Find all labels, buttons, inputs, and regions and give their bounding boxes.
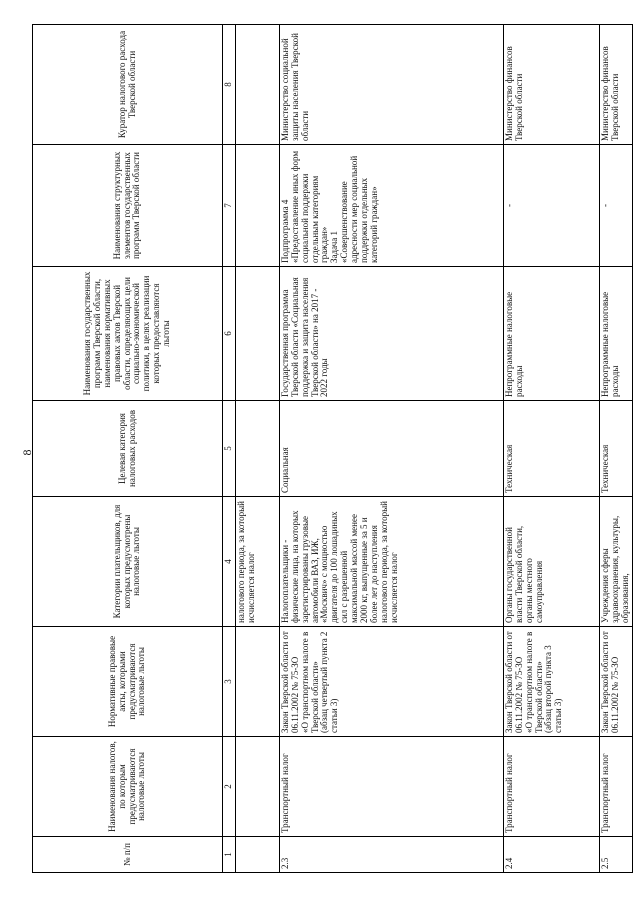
column-number: 5: [223, 401, 236, 497]
curator-cell: Министерство финансов Тверской области: [599, 25, 632, 145]
target-category-cell: Техническая: [599, 401, 632, 497]
payer-category-cell: Налогоплательщики - физические лица, на которых зарегистрированы грузовые автомобили ВАЗ, ИЖ, «Москвич» с мощностью двигателя до 100 лошадиных сил с разрешенной максимальной массой менее 2000 кг, выпущенные за 5 и более лет до наступления налогового периода, за который исчисляется налог: [279, 497, 503, 627]
tax-name-cell: Транспортный налог: [279, 737, 503, 837]
element-line: «Совершенствование адресности мер социальной поддержки отдельных категорий граждан»: [339, 155, 379, 263]
program-cell: Непрограммные налоговые расходы: [503, 267, 599, 401]
table-cell: [235, 401, 279, 497]
legal-acts-cell: [279, 627, 503, 737]
header-cell: Наименования налогов, по которым предусматриваются налоговые льготы: [33, 737, 223, 837]
element-line: «Предоставление иных форм социальной поддержки отдельным категориям граждан»: [289, 150, 330, 263]
legal-acts-cell: [503, 627, 599, 737]
column-number: 4: [223, 497, 236, 627]
page-number: 8: [20, 449, 34, 456]
curator-cell: Министерство социальной защиты населения Тверской области: [279, 25, 503, 145]
target-category-cell: Техническая: [503, 401, 599, 497]
column-number: 6: [223, 267, 236, 401]
header-cell: Нормативные правовые акты, которыми предусматриваются налоговые льготы: [33, 627, 223, 737]
table-row: [279, 25, 503, 873]
column-number: 3: [223, 627, 236, 737]
legal-act-line: «О транспортном налоге в Тверской области»: [523, 631, 544, 733]
program-cell: Непрограммные налоговые расходы: [599, 267, 632, 401]
legal-act-line: «О транспортном налоге в Тверской области»: [299, 631, 320, 733]
header-cell: Наименования государственных программ Тверской области, наименования нормативных правовых актов Тверской области, определяющих цели социально-экономической политики, в целях реализации которых предоставляются льготы: [33, 267, 223, 401]
table-cell: [235, 145, 279, 267]
curator-cell: Министерство финансов Тверской области: [503, 25, 599, 145]
table-cell: [235, 837, 279, 873]
table-cell: [235, 737, 279, 837]
header-cell: № п/п: [33, 837, 223, 873]
header-row: [33, 25, 223, 873]
table-cell: [235, 25, 279, 145]
legal-acts-cell: Закон Тверской области от 06.11.2002 № 75-ЗО: [599, 627, 632, 737]
element-line: Задача 1: [329, 231, 340, 263]
tax-expenditure-table: [32, 24, 633, 873]
payer-category-cell: налогового периода, за который исчисляется налог: [235, 497, 279, 627]
target-category-cell: Социальная: [279, 401, 503, 497]
column-number: 1: [223, 837, 236, 873]
table-cell: [235, 627, 279, 737]
table-row: [599, 25, 632, 873]
program-cell: Государственная программа Тверской области «Социальная поддержка и защита населения Тверской области» на 2017 - 2022 годы: [279, 267, 503, 401]
row-number: 2.5: [599, 837, 632, 873]
structural-elements-cell: -: [503, 145, 599, 267]
payer-category-cell: Учреждения сферы здравоохранения, культуры, образования,: [599, 497, 632, 627]
payer-category-cell: Органы государственной власти Тверской области, органы местного самоуправления: [503, 497, 599, 627]
header-cell: Категории плательщиков, для которых предусмотрены налоговые льготы: [33, 497, 223, 627]
legal-act-line: Закон Тверской области от 06.11.2002 № 75-ЗО: [279, 631, 300, 733]
legal-act-line: (абзац второй пункта 3 статьи 3): [543, 645, 564, 733]
column-number: 2: [223, 737, 236, 837]
continuation-row: [235, 25, 279, 873]
column-number-row: [223, 25, 236, 873]
row-number: 2.4: [503, 837, 599, 873]
tax-name-cell: Транспортный налог: [599, 737, 632, 837]
structural-elements-cell: [279, 145, 503, 267]
legal-act-line: Закон Тверской области от 06.11.2002 № 75-ЗО: [503, 631, 524, 733]
header-cell: Куратор налогового расхода Тверской области: [33, 25, 223, 145]
column-number: 8: [223, 25, 236, 145]
element-line: Подпрограмма 4: [279, 199, 290, 263]
tax-name-cell: Транспортный налог: [503, 737, 599, 837]
row-number: 2.3: [279, 837, 503, 873]
header-cell: Целевая категория налоговых расходов: [33, 401, 223, 497]
table-cell: [235, 267, 279, 401]
header-cell: Наименования структурных элементов государственных программ Тверской области: [33, 145, 223, 267]
column-number: 7: [223, 145, 236, 267]
legal-act-line: (абзац четвертый пункта 2 статьи 3): [319, 631, 340, 733]
structural-elements-cell: -: [599, 145, 632, 267]
table-row: [503, 25, 599, 873]
